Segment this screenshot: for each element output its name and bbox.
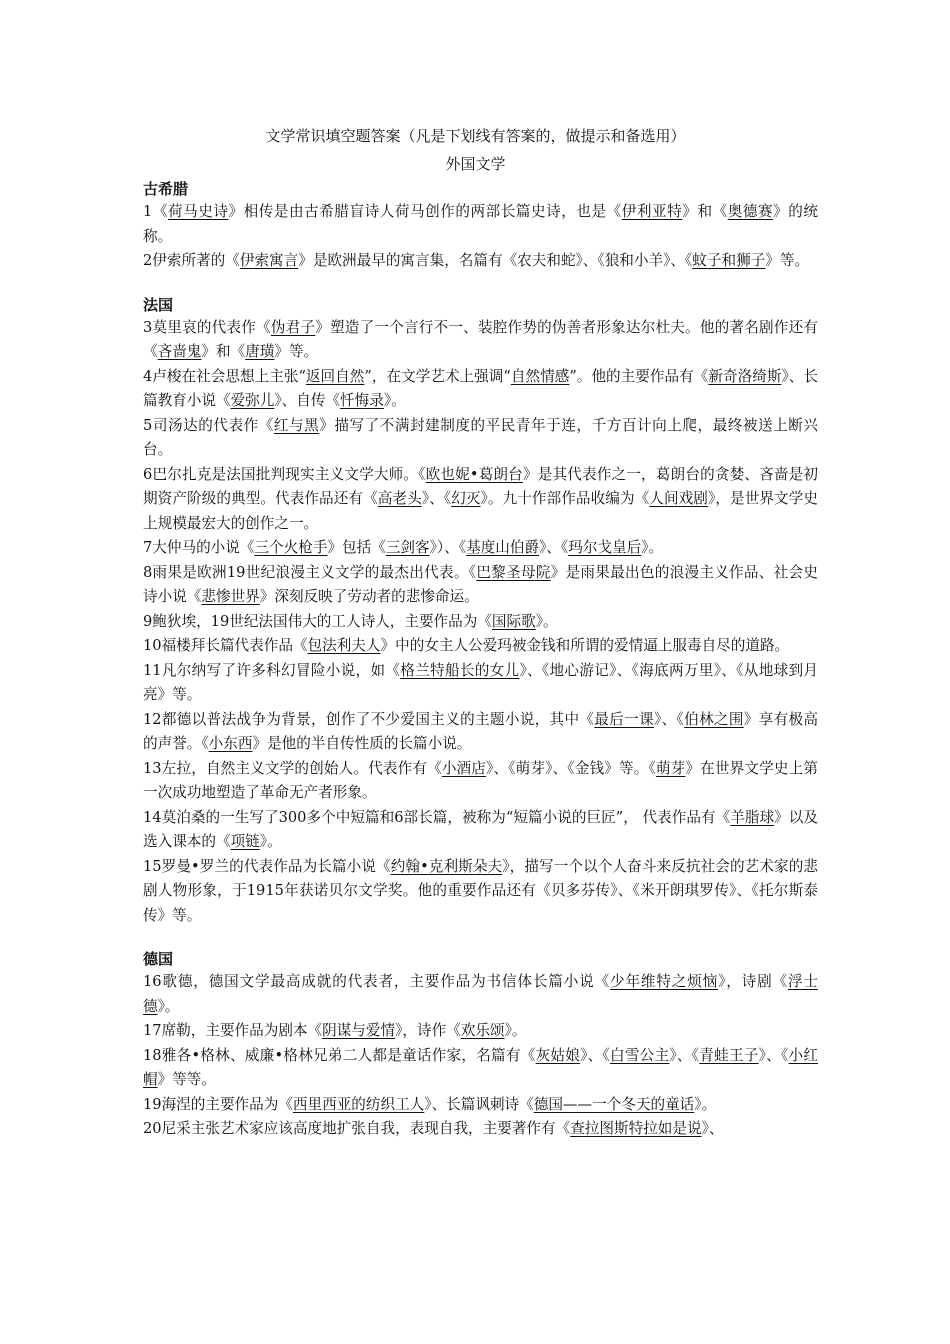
answer-underlined: 玛尔戈皇后 bbox=[568, 539, 642, 556]
item-text: 6巴尔扎克是法国批判现实主义文学大师。《 bbox=[143, 465, 426, 483]
item-text: ”。他的主要作品有《 bbox=[569, 367, 709, 385]
item-text: 》。 bbox=[259, 833, 282, 850]
list-item bbox=[143, 634, 818, 659]
answer-underlined: 萌芽 bbox=[655, 759, 686, 777]
answer-underlined: 包法利夫人 bbox=[307, 637, 381, 654]
item-text: 13左拉，自然主义文学的创始人。代表作有《 bbox=[143, 759, 442, 777]
item-text: 》以及选入课本的《 bbox=[143, 808, 818, 850]
list-item bbox=[143, 1117, 818, 1142]
document-subtitle: 外国文学 bbox=[445, 155, 506, 173]
item-text: 》）、《 bbox=[429, 539, 467, 556]
answer-underlined: 欧也妮•葛朗台 bbox=[425, 465, 523, 483]
item-text: 》、自传《 bbox=[274, 392, 341, 409]
answer-underlined: 人间戏剧 bbox=[649, 490, 708, 507]
item-text: 》，诗剧《 bbox=[718, 973, 788, 990]
answer-underlined: 伪君子 bbox=[270, 318, 316, 336]
answer-underlined: 国际歌 bbox=[491, 612, 536, 630]
answer-underlined: 唐璜 bbox=[245, 343, 275, 360]
item-text: 》是欧洲最早的寓言集，名篇有《农夫和蛇》、《狼和小羊》、《 bbox=[298, 252, 693, 269]
answer-underlined: 项链 bbox=[230, 833, 260, 850]
item-text: 11凡尔纳写了许多科幻冒险小说，如《 bbox=[143, 661, 401, 679]
answer-underlined: 青蛙王子 bbox=[699, 1046, 759, 1064]
item-text: 》。九十作部作品收编为《 bbox=[480, 490, 650, 507]
item-text: 》、长篇讽刺诗《 bbox=[424, 1095, 534, 1113]
section-heading: 古希腊 bbox=[143, 180, 189, 198]
answer-underlined: 羊脂球 bbox=[730, 808, 775, 826]
item-text: 》描写了不满封建制度的平民青年于连，千方百计向上爬，最终被送上断兴台。 bbox=[143, 416, 818, 458]
answer-underlined: 格兰特船长的女儿 bbox=[400, 661, 520, 679]
item-text: 》等。 bbox=[765, 252, 810, 269]
answer-underlined: 高老头 bbox=[377, 490, 422, 507]
answer-underlined: 约翰•克利斯朵夫 bbox=[390, 857, 503, 875]
document-page bbox=[143, 124, 818, 1142]
answer-underlined: 伯林之围 bbox=[684, 710, 744, 728]
item-text: 》、《地心游记》、《海底两万里》、《从地球到月亮》等。 bbox=[143, 661, 818, 703]
item-text: 》、 bbox=[701, 1120, 724, 1137]
item-text: 8雨果是欧洲19世纪浪漫主义文学的最杰出代表。《 bbox=[143, 563, 477, 581]
item-text: 》，描写一个以个人奋斗来反抗社会的艺术家的悲剧人物形象，于1915年获诺贝尔文学奖。他的重要作品还有《贝多芬传》、《米开朗琪罗传》、《托尔斯泰传》等。 bbox=[143, 857, 818, 924]
answer-underlined: 少年维特之烦恼 bbox=[610, 973, 719, 990]
item-text: 》、《 bbox=[758, 1046, 789, 1064]
item-text: 》中的女主人公爱玛被金钱和所谓的爱情逼上服毒自尽的道路。 bbox=[380, 637, 790, 654]
document-title: 文学常识填空题答案（凡是下划线有答案的，做提示和备选用） bbox=[265, 127, 686, 145]
item-text: 》、《 bbox=[421, 490, 452, 507]
item-text: 16歌德，德国文学最高成就的代表者，主要作品为书信体长篇小说《 bbox=[143, 973, 611, 990]
list-item bbox=[143, 561, 818, 610]
document-body bbox=[143, 178, 818, 1142]
answer-underlined: 三个火枪手 bbox=[254, 539, 328, 556]
answer-underlined: 阴谋与爱情 bbox=[322, 1022, 396, 1039]
item-text: 5司汤达的代表作《 bbox=[143, 416, 274, 434]
item-text: 》、《 bbox=[653, 710, 685, 728]
item-text: 》和《 bbox=[201, 343, 246, 360]
item-text: 》享有极高的声誉。《 bbox=[143, 710, 818, 752]
answer-underlined: 奥德赛 bbox=[727, 203, 774, 220]
item-text: 》。 bbox=[641, 539, 664, 556]
answer-underlined: 德国——一个冬天的童话 bbox=[533, 1095, 695, 1113]
answer-underlined: 查拉图斯特拉如是说 bbox=[570, 1120, 702, 1137]
item-text: 12都德以普法战争为背景，创作了不少爱国主义的主题小说，其中《 bbox=[143, 710, 595, 728]
answer-underlined: 灰姑娘 bbox=[535, 1046, 581, 1064]
answer-underlined: 返回自然 bbox=[305, 367, 365, 385]
item-text: 》的统称。 bbox=[143, 203, 818, 245]
answer-underlined: 巴黎圣母院 bbox=[476, 563, 551, 581]
item-text: 》是他的半自传性质的长篇小说。 bbox=[252, 735, 472, 752]
item-text: 》。 bbox=[504, 1022, 527, 1039]
item-text: 》。 bbox=[694, 1095, 717, 1113]
list-item bbox=[143, 249, 818, 274]
answer-underlined: 三剑客 bbox=[385, 539, 430, 556]
item-text: 》等等。 bbox=[157, 1071, 216, 1088]
list-item bbox=[143, 1044, 818, 1093]
answer-underlined: 欢乐颂 bbox=[460, 1022, 505, 1039]
answer-underlined: 白雪公主 bbox=[610, 1046, 670, 1064]
item-text: 》，诗作《 bbox=[395, 1022, 461, 1039]
list-item bbox=[143, 536, 818, 561]
item-text: 1《 bbox=[143, 203, 168, 220]
item-text: 》相传是由古希腊盲诗人荷马创作的两部长篇史诗，也是《 bbox=[228, 203, 622, 220]
answer-underlined: 小红帽 bbox=[143, 1046, 818, 1088]
item-text: 》是雨果最出色的浪漫主义作品、社会史诗小说《 bbox=[143, 563, 818, 605]
item-text: 17席勒，主要作品为剧本《 bbox=[143, 1022, 323, 1039]
answer-underlined: 西里西亚的纺织工人 bbox=[292, 1095, 425, 1113]
answer-underlined: 忏悔录 bbox=[340, 392, 384, 409]
item-text: 》。 bbox=[535, 612, 558, 630]
item-text: 》包括《 bbox=[327, 539, 386, 556]
item-text: 》、《 bbox=[669, 1046, 700, 1064]
answer-underlined: 小东西 bbox=[208, 735, 253, 752]
answer-underlined: 伊利亚特 bbox=[621, 203, 683, 220]
item-text: 14莫泊桑的一生写了300多个中短篇和6部长篇，被称为“短篇小说的巨匠”， 代表作品有《 bbox=[143, 808, 731, 826]
item-text: 4卢梭在社会思想上主张“ bbox=[143, 367, 306, 385]
list-item bbox=[143, 316, 818, 365]
item-text: 18雅各•格林、威廉•格林兄弟二人都是童话作家，名篇有《 bbox=[143, 1046, 536, 1064]
list-item bbox=[143, 1019, 818, 1044]
answer-underlined: 基度山伯爵 bbox=[466, 539, 540, 556]
list-item bbox=[143, 855, 818, 929]
list-item bbox=[143, 414, 818, 463]
item-text: 》是其代表作之一，葛朗台的贪婪、吝啬是初期资产阶级的典型。代表作品还有《 bbox=[143, 465, 818, 507]
answer-underlined: 新奇洛绮斯 bbox=[708, 367, 782, 385]
list-item bbox=[143, 757, 818, 806]
item-text: 2伊索所著的《 bbox=[143, 252, 240, 269]
list-item bbox=[143, 200, 818, 249]
answer-underlined: 爱弥儿 bbox=[230, 392, 275, 409]
item-text: 》在世界文学史上第一次成功地塑造了革命无产者形象。 bbox=[143, 759, 818, 801]
item-text: 3莫里哀的代表作《 bbox=[143, 318, 271, 336]
item-text: 9鲍狄埃，19世纪法国伟大的工人诗人，主要作品为《 bbox=[143, 612, 492, 630]
item-text: 19海涅的主要作品为《 bbox=[143, 1095, 293, 1113]
list-item bbox=[143, 463, 818, 537]
item-text: 》塑造了一个言行不一、装腔作势的伪善者形象达尔杜夫。他的著名剧作还有《 bbox=[143, 318, 818, 360]
section-heading: 法国 bbox=[143, 295, 174, 314]
answer-underlined: 悲惨世界 bbox=[201, 588, 260, 605]
answer-underlined: 伊索寓言 bbox=[239, 252, 299, 269]
answer-underlined: 幻灭 bbox=[451, 490, 481, 507]
list-item bbox=[143, 610, 818, 635]
item-text: 》。 bbox=[383, 392, 406, 409]
answer-underlined: 浮士德 bbox=[143, 973, 818, 1015]
item-text: 》和《 bbox=[682, 203, 728, 220]
list-item bbox=[143, 970, 818, 1019]
item-text: 》、《萌芽》、《金钱》等。《 bbox=[486, 759, 656, 777]
item-text: 》、《 bbox=[539, 539, 569, 556]
item-text: 20尼采主张艺术家应该高度地扩张自我，表现自我，主要著作有《 bbox=[143, 1120, 571, 1137]
item-text: 15罗曼•罗兰的代表作品为长篇小说《 bbox=[143, 857, 391, 875]
answer-underlined: 最后一课 bbox=[594, 710, 654, 728]
answer-underlined: 吝啬鬼 bbox=[157, 343, 202, 360]
item-text: 》。 bbox=[157, 997, 180, 1015]
item-text: ”，在文学艺术上强调“ bbox=[364, 367, 511, 385]
answer-underlined: 小酒店 bbox=[441, 759, 487, 777]
item-text: 》深刻反映了劳动者的悲惨命运。 bbox=[259, 588, 479, 605]
list-item bbox=[143, 806, 818, 855]
answer-underlined: 蚊子和狮子 bbox=[692, 252, 766, 269]
item-text: 10福楼拜长篇代表作品《 bbox=[143, 637, 308, 654]
item-text: 》，是世界文学史上规模最宏大的创作之一。 bbox=[143, 490, 818, 532]
section-heading: 德国 bbox=[143, 950, 174, 968]
item-text: 》等。 bbox=[274, 343, 319, 360]
answer-underlined: 红与黑 bbox=[273, 416, 320, 434]
list-item bbox=[143, 1093, 818, 1118]
list-item bbox=[143, 365, 818, 414]
item-text: 》、长篇教育小说《 bbox=[143, 367, 818, 409]
answer-underlined: 荷马史诗 bbox=[167, 203, 229, 220]
list-item bbox=[143, 659, 818, 708]
list-item bbox=[143, 708, 818, 757]
item-text: 》、《 bbox=[580, 1046, 611, 1064]
item-text: 7大仲马的小说《 bbox=[143, 539, 255, 556]
answer-underlined: 自然情感 bbox=[510, 367, 570, 385]
